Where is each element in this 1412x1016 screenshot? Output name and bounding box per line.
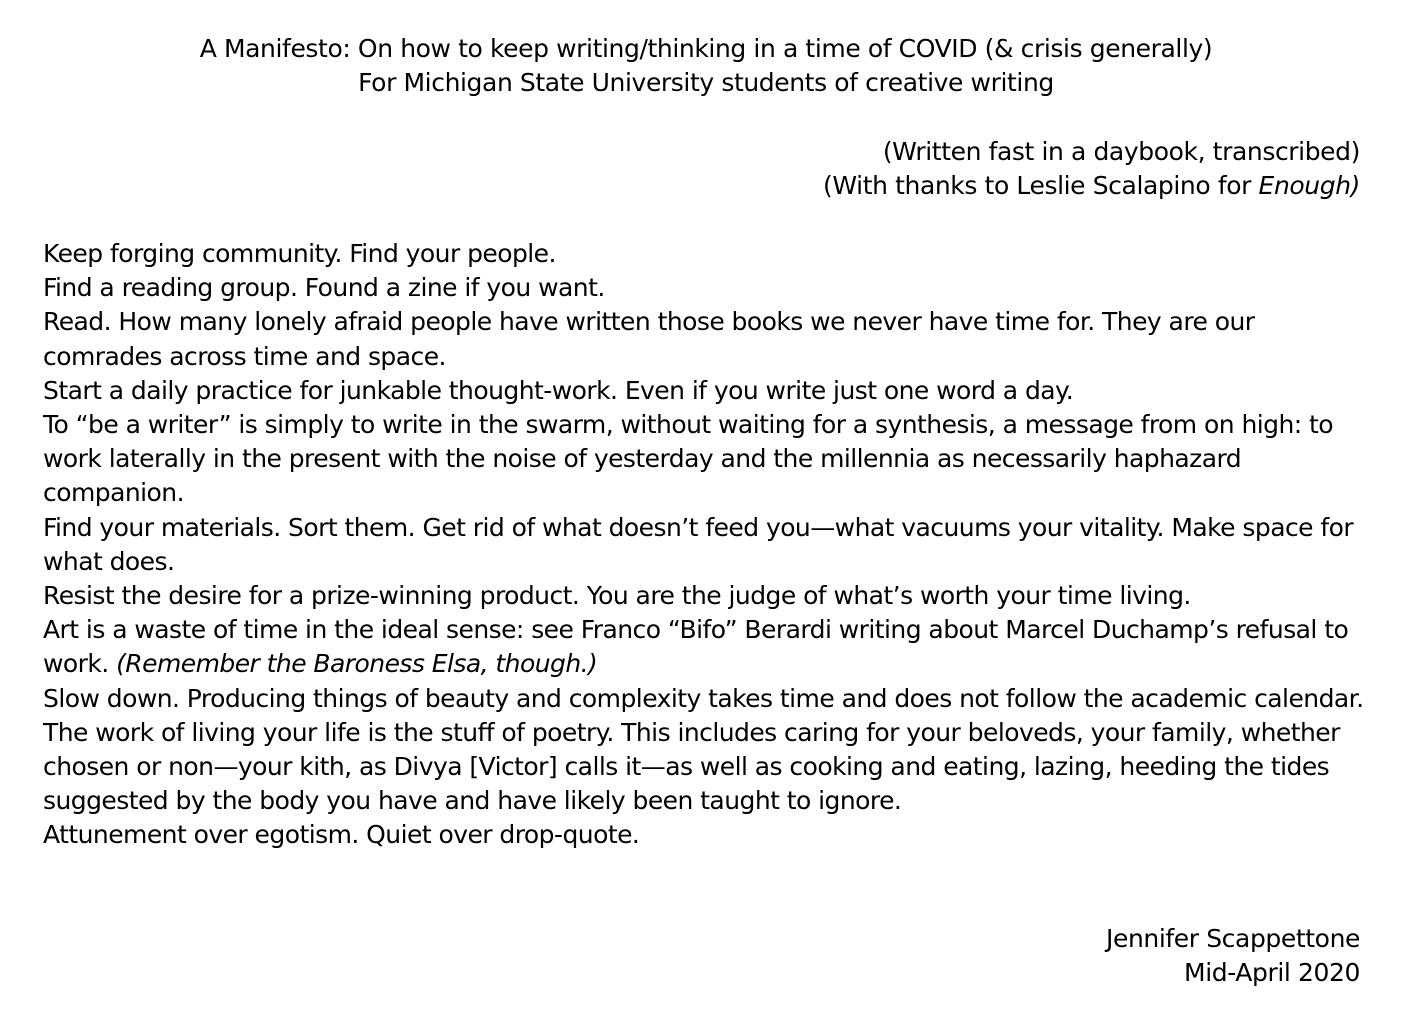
manifesto-item-art [43,613,1373,681]
manifesto-item: Attunement over egotism. Quiet over drop-quote. [43,820,640,850]
manifesto-body [43,237,1373,853]
author-name: Jennifer Scappettone [1106,924,1360,953]
manifesto-item: The work of living your life is the stuff of poetry. This includes caring for your beloveds, your family, whether chosen or non—your kith, as Divya [Victor] calls it—as well as cooking and eating, lazing, heeding the tides suggested by the body you have and have likely been taught to ignore. [43,717,1340,816]
note-thanks-text: (With thanks to Leslie Scalapino for [823,171,1259,200]
manifesto-item: Slow down. Producing things of beauty and complexity takes time and does not follow the academic calendar. [43,683,1364,713]
signature-block [1106,922,1360,990]
art-text: Art is a waste of time in the ideal sense: see Franco “Bifo” Berardi writing about Marcel Duchamp’s refusal to work. [43,615,1349,679]
document-subtitle: For Michigan State University students of creative writing [358,68,1054,97]
manifesto-item: To “be a writer” is simply to write in the swarm, without waiting for a synthesis, a message from on high: to work laterally in the present with the noise of yesterday and the millennia as necessarily haphazard companion. [43,410,1334,508]
signature-date: Mid-April 2020 [1184,958,1360,987]
manifesto-item: Find your materials. Sort them. Get rid of what doesn’t feed you—what vacuums your vitality. Make space for what does. [43,512,1354,576]
title-block [0,32,1412,100]
note-written-fast: (Written fast in a daybook, transcribed) [882,137,1360,166]
manifesto-item: Start a daily practice for junkable thought-work. Even if you write just one word a day. [43,375,1074,405]
transcription-note [823,135,1360,203]
manifesto-item: Keep forging community. Find your people. [43,239,556,268]
document-title: A Manifesto: On how to keep writing/thinking in a time of COVID (& crisis generally) [199,34,1213,63]
manifesto-item: Find a reading group. Found a zine if you want. [43,273,605,303]
art-aside: (Remember the Baroness Elsa, though.) [116,649,598,679]
manifesto-item: Read. How many lonely afraid people have written those books we never have time for. They are our comrades across time and space. [43,307,1255,371]
note-book-title: Enough) [1258,171,1360,200]
note-thanks [823,169,1360,203]
manifesto-item: Resist the desire for a prize-winning product. You are the judge of what’s worth your time living. [43,581,1191,611]
